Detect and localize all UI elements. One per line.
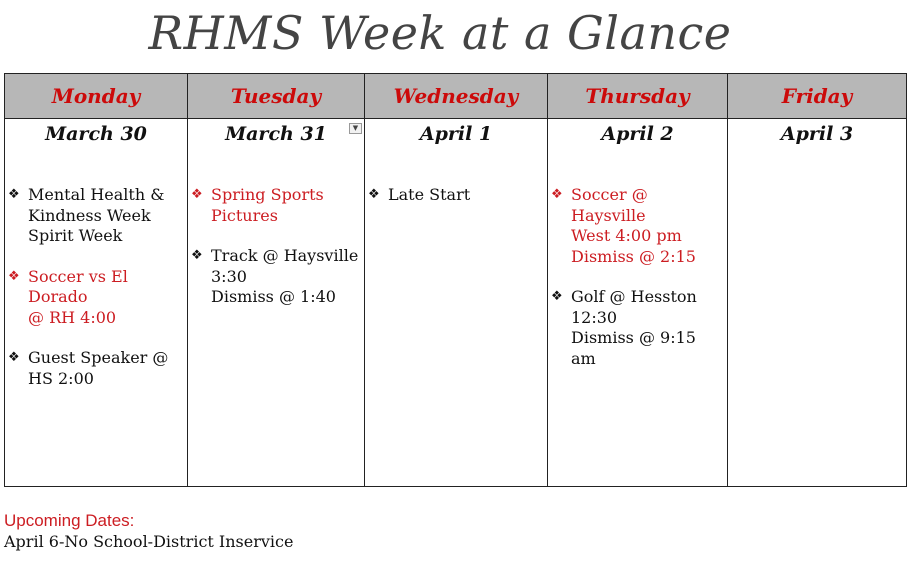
event-text: Track @ Haysville 3:30 Dismiss @ 1:40 xyxy=(211,246,359,306)
event-text: Soccer @ Haysville West 4:00 pm Dismiss @ 2:15 xyxy=(571,185,696,266)
event-item-highlighted xyxy=(548,185,723,267)
day-cell-tuesday[interactable] xyxy=(188,119,365,487)
diamond-bullet-icon: ❖ xyxy=(8,187,20,202)
date-label: April 1 xyxy=(419,123,493,145)
diamond-bullet-icon: ❖ xyxy=(551,187,563,202)
diamond-bullet-icon: ❖ xyxy=(551,289,563,304)
event-item xyxy=(548,287,723,369)
event-list xyxy=(365,185,547,206)
dropdown-arrow-icon[interactable]: ▼ xyxy=(349,123,362,134)
day-cell-friday[interactable] xyxy=(728,119,907,487)
event-text: Mental Health & Kindness Week Spirit Week xyxy=(28,185,165,245)
diamond-bullet-icon: ❖ xyxy=(8,268,20,284)
day-header-friday: Friday xyxy=(728,74,907,119)
diamond-bullet-icon: ❖ xyxy=(368,187,380,202)
event-item-highlighted xyxy=(5,267,183,329)
event-item xyxy=(5,348,183,389)
week-calendar-table xyxy=(4,73,907,487)
event-item xyxy=(365,185,543,206)
page-title: RHMS Week at a Glance xyxy=(148,6,732,60)
event-text: Guest Speaker @ HS 2:00 xyxy=(28,348,169,388)
diamond-bullet-icon: ❖ xyxy=(8,350,20,365)
event-item xyxy=(5,185,183,247)
event-text: Golf @ Hesston 12:30 Dismiss @ 9:15 am xyxy=(571,287,697,368)
event-list xyxy=(188,185,364,308)
event-text: Spring Sports Pictures xyxy=(211,185,324,225)
date-label: April 2 xyxy=(601,123,674,145)
upcoming-dates-label: Upcoming Dates: xyxy=(4,511,135,530)
event-text: Soccer vs El Dorado @ RH 4:00 xyxy=(28,266,128,327)
date-label: March 31 xyxy=(225,123,327,145)
diamond-bullet-icon: ❖ xyxy=(191,187,203,202)
day-cell-wednesday[interactable] xyxy=(365,119,548,487)
event-text: Late Start xyxy=(388,185,471,204)
day-content-row xyxy=(5,119,907,487)
event-list xyxy=(5,185,187,389)
event-item xyxy=(188,246,360,308)
date-label: March 30 xyxy=(45,123,147,145)
day-cell-thursday[interactable] xyxy=(548,119,728,487)
upcoming-date-item: April 6-No School-District Inservice xyxy=(4,532,294,551)
day-cell-monday[interactable] xyxy=(5,119,188,487)
day-header-row xyxy=(5,74,907,119)
event-item-highlighted xyxy=(188,185,360,226)
day-header-monday: Monday xyxy=(5,74,188,119)
day-header-thursday: Thursday xyxy=(548,74,728,119)
diamond-bullet-icon: ❖ xyxy=(191,248,203,263)
event-list xyxy=(548,185,727,369)
day-header-wednesday: Wednesday xyxy=(365,74,548,119)
date-label: April 3 xyxy=(780,123,854,145)
day-header-tuesday: Tuesday xyxy=(188,74,365,119)
